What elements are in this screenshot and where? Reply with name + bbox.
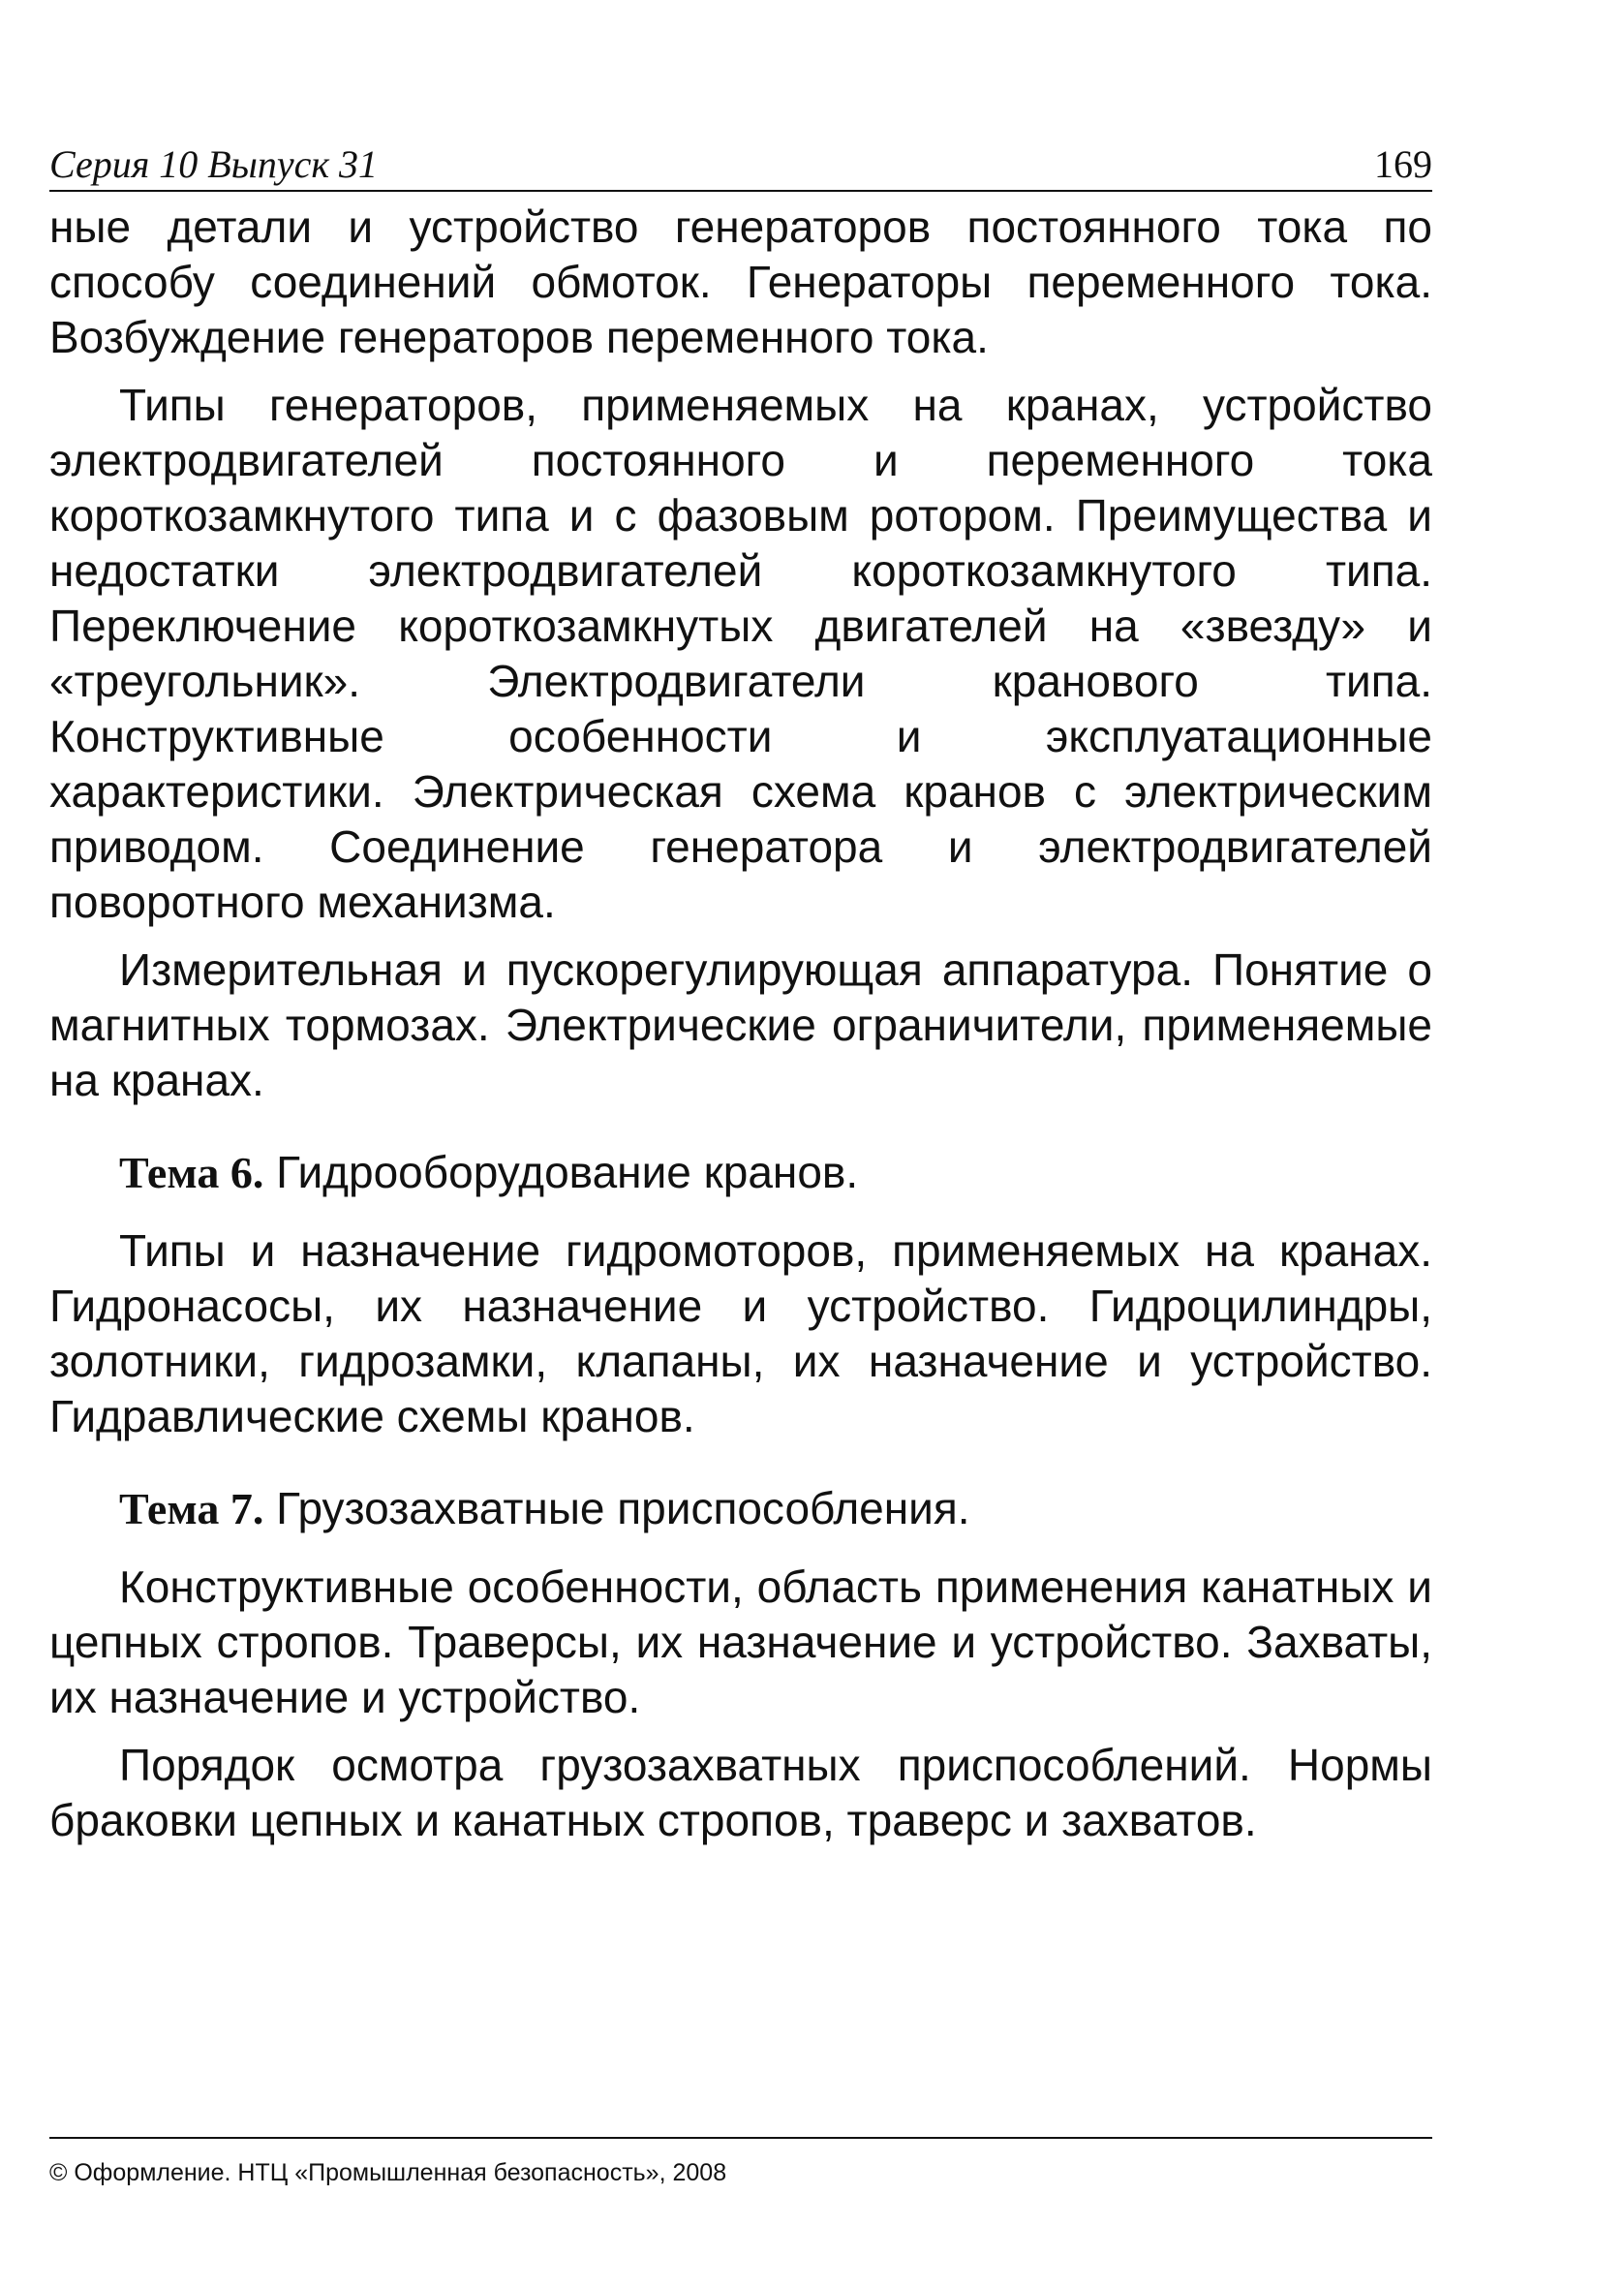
topic-6-heading xyxy=(49,1145,1432,1200)
paragraph: Порядок осмотра грузозахватных приспособлений. Нормы браковки цепных и канатных стропов, траверс и захватов. xyxy=(49,1740,1432,1845)
page-number: 169 xyxy=(1374,142,1432,186)
topic-6-title: Гидрооборудование кранов. xyxy=(276,1147,859,1197)
page-body xyxy=(49,200,1432,1861)
topic-7-title: Грузозахватные приспособления. xyxy=(276,1483,970,1533)
paragraph: Измерительная и пускорегулирующая аппаратура. Понятие о магнитных тормозах. Электрические ограничители, применяемые на кранах. xyxy=(49,944,1432,1105)
copyright-text: © Оформление. НТЦ «Промышленная безопасность», 2008 xyxy=(49,2159,727,2186)
paragraph: Типы генераторов, применяемых на кранах, устройство электродвигателей постоянного и переменного тока короткозамкнутого типа и с фазовым ротором. Преимущества и недостатки электродвигателей короткозамкнутого типа. Переключение короткозамкнутых двигателей на «звезду» и «треугольник». Электродвигатели кранового типа. Конструктивные особенности и эксплуатационные характеристики. Электрическая схема кранов с электрическим приводом. Соединение генератора и электродвигателей поворотного механизма. xyxy=(49,380,1432,927)
topic-7-heading xyxy=(49,1481,1432,1536)
copyright-footer xyxy=(49,2137,1432,2187)
topic-7-number: Тема 7. xyxy=(119,1484,264,1533)
paragraph: ные детали и устройство генераторов постоянного тока по способу соединений обмоток. Генераторы переменного тока. Возбуждение генераторов переменного тока. xyxy=(49,201,1432,362)
paragraph: Конструктивные особенности, область применения канатных и цепных стропов. Траверсы, их назначение и устройство. Захваты, их назначение и устройство. xyxy=(49,1561,1432,1722)
paragraph: Типы и назначение гидромоторов, применяемых на кранах. Гидронасосы, их назначение и устройство. Гидроцилиндры, золотники, гидрозамки, клапаны, их назначение и устройство. Гидравлические схемы кранов. xyxy=(49,1225,1432,1441)
running-header xyxy=(49,143,1432,192)
topic-6-number: Тема 6. xyxy=(119,1148,264,1197)
series-title: Серия 10 Выпуск 31 xyxy=(49,142,379,186)
